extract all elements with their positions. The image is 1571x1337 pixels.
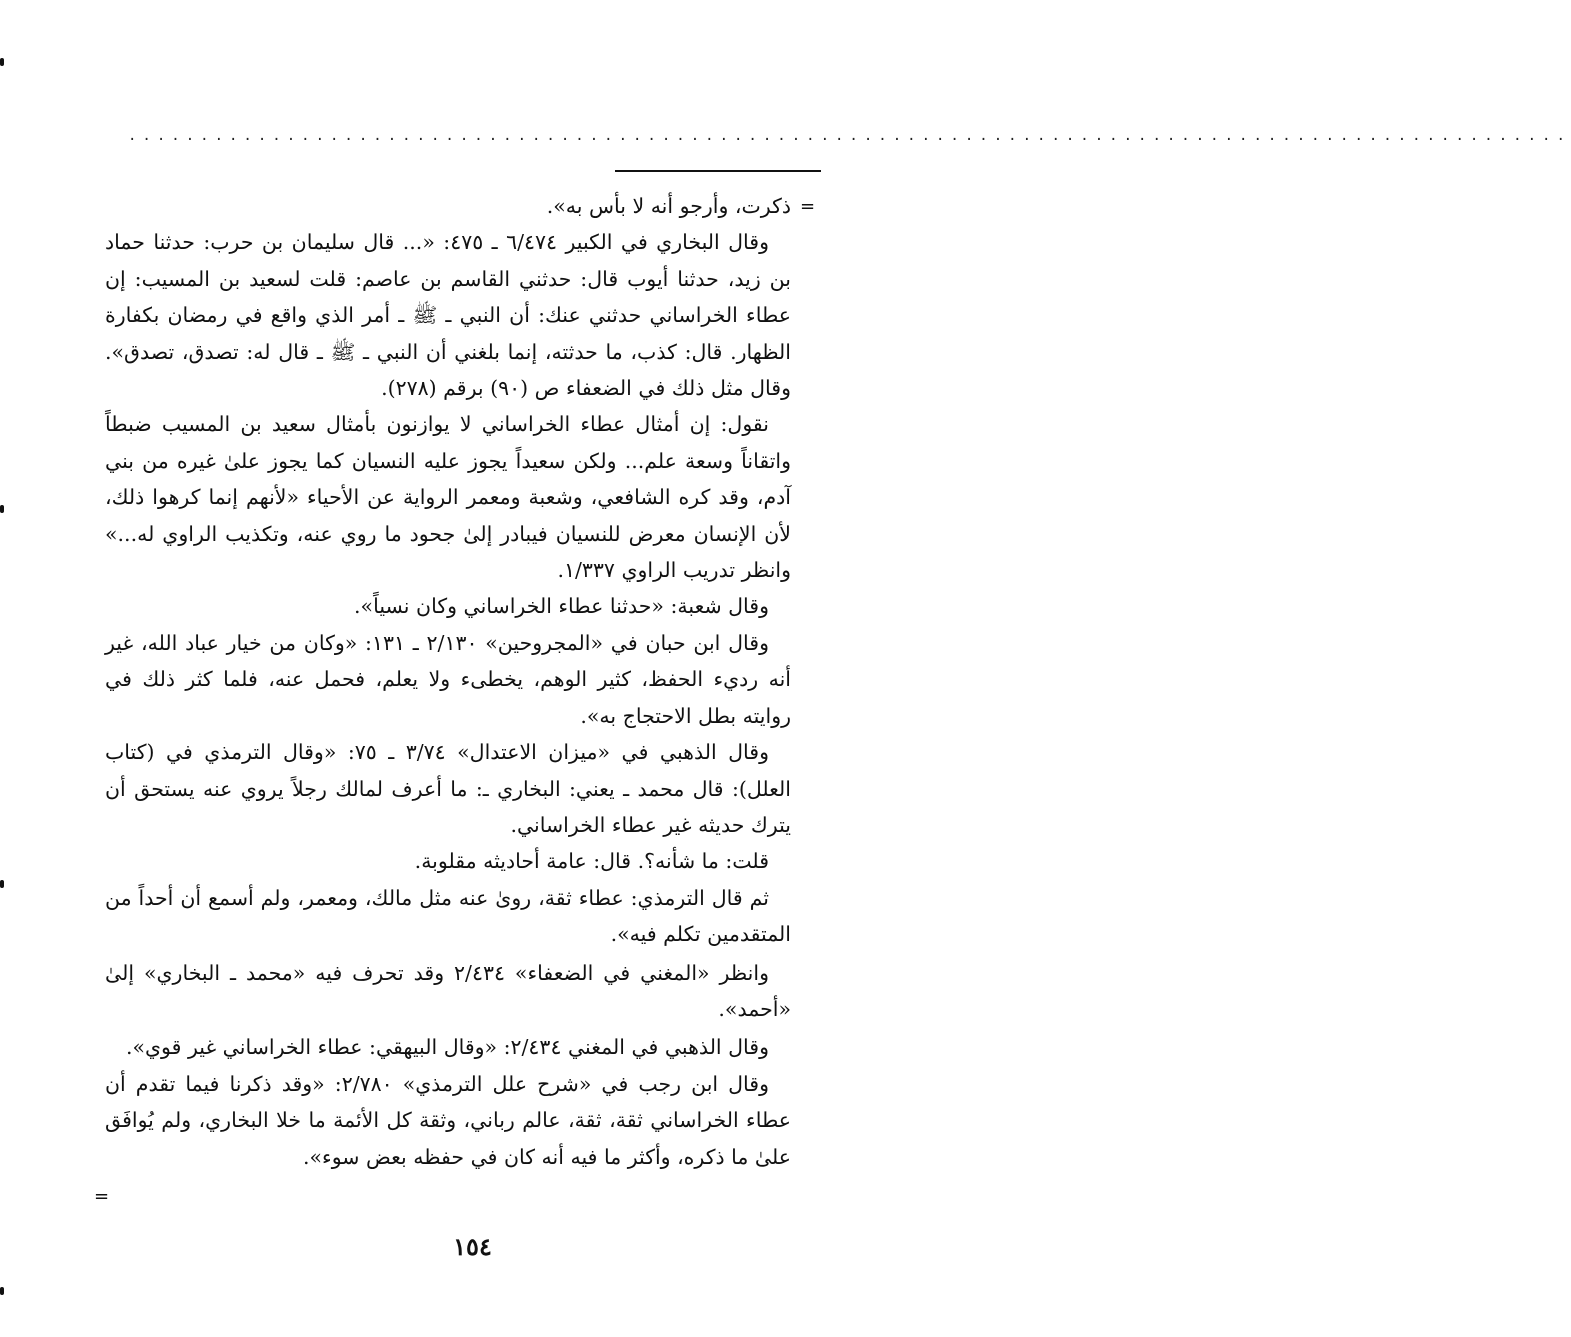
continued-from-previous-mark: = bbox=[800, 196, 816, 217]
dotted-separator: .................................................................................................... bbox=[128, 128, 1571, 144]
footnote-paragraph: وقال ابن حبان في «المجروحين» ٢/١٣٠ ـ ١٣١: «وكان من خيار عباد الله، غير أنه رديء الحفظ، كثير الوهم، يخطىء ولا يعلم، فحمل عنه، فلما كثر ذلك في روايته بطل الاحتجاج به». bbox=[105, 630, 791, 728]
scan-edge-mark bbox=[0, 1287, 4, 1295]
page-number: ١٥٤ bbox=[453, 1232, 492, 1261]
footnote-paragraph: وقال شعبة: «حدثنا عطاء الخراساني وكان نسياً». bbox=[354, 594, 769, 619]
footnote-text bbox=[105, 188, 791, 1175]
scan-edge-mark bbox=[0, 505, 4, 513]
footnote-paragraph: نقول: إن أمثال عطاء الخراساني لا يوازنون بأمثال سعيد بن المسيب ضبطاً واتقاناً وسعة علم... ولكن سعيداً يجوز عليه النسيان كما يجوز علىٰ غيره من بني آدم، وقد كره الشافعي، وشعبة ومعمر الرواية عن الأحياء «لأنهم إنما كرهوا ذلك، لأن الإنسان معرض للنسيان فيبادر إلىٰ جحود ما روي عنه، وتكذيب الراوي له...» وانظر تدريب الراوي ١/٣٣٧. bbox=[105, 412, 792, 583]
scan-edge-mark bbox=[0, 58, 4, 66]
footnote-rule bbox=[615, 170, 821, 172]
footnote-paragraph: وقال الذهبي في المغني ٢/٤٣٤: «وقال البيهقي: عطاء الخراساني غير قوي». bbox=[125, 1035, 769, 1060]
footnote-paragraph: ذكرت، وأرجو أنه لا بأس به». bbox=[546, 194, 791, 218]
scan-edge-mark bbox=[0, 880, 4, 888]
footnote-paragraph: قلت: ما شأنه؟. قال: عامة أحاديثه مقلوبة. bbox=[414, 849, 769, 874]
footnote-paragraph: وقال البخاري في الكبير ٦/٤٧٤ ـ ٤٧٥: «... قال سليمان بن حرب: حدثنا حماد بن زيد، حدثنا أيوب قال: حدثني القاسم بن عاصم: قلت لسعيد بن المسيب: إن عطاء الخراساني حدثني عنك: أن النبي ـ ﷺ ـ أمر الذي واقع في رمضان بكفارة الظهار. قال: كذب، ما حدثته، إنما بلغني أن النبي ـ ﷺ ـ قال له: تصدق، تصدق». وقال مثل ذلك في الضعفاء ص (٩٠) برقم (٢٧٨). bbox=[105, 230, 791, 401]
footnote-paragraph: وانظر «المغني في الضعفاء» ٢/٤٣٤ وقد تحرف فيه «محمد ـ البخاري» إلىٰ «أحمد». bbox=[105, 960, 791, 1021]
continues-on-next-mark: = bbox=[94, 1186, 110, 1207]
footnote-paragraph: ثم قال الترمذي: عطاء ثقة، روىٰ عنه مثل مالك، ومعمر، ولم أسمع أن أحداً من المتقدمين تكلم فيه». bbox=[105, 885, 791, 947]
footnote-paragraph: وقال الذهبي في «ميزان الاعتدال» ٣/٧٤ ـ ٧٥: «وقال الترمذي في (كتاب العلل): قال محمد ـ يعني: البخاري ـ: ما أعرف لمالك رجلاً يروي عنه يستحق أن يترك حديثه غير عطاء الخراساني. bbox=[105, 740, 791, 837]
footnote-paragraph: وقال ابن رجب في «شرح علل الترمذي» ٢/٧٨٠: «وقد ذكرنا فيما تقدم أن عطاء الخراساني ثقة، ثقة، عالم رباني، وثقة كل الأئمة ما خلا البخاري، ولم يُوافَق علىٰ ما ذكره، وأكثر ما فيه أنه كان في حفظه بعض سوء». bbox=[105, 1071, 791, 1169]
